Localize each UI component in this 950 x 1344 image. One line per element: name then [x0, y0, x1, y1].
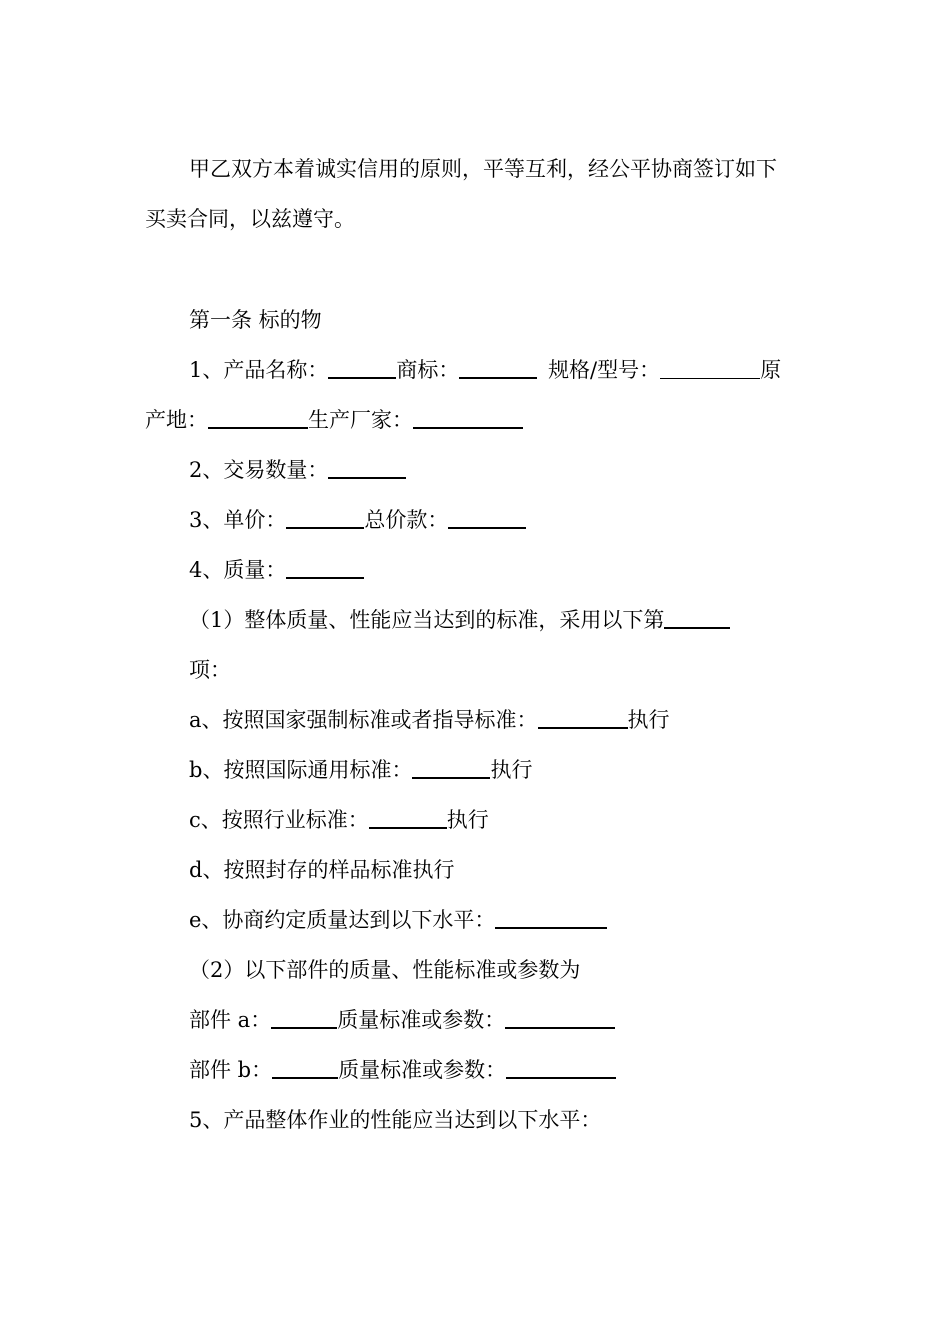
quantity-label: 2、交易数量： — [189, 458, 329, 482]
intro-text-2: 买卖合同，以兹遵守。 — [145, 207, 355, 231]
intro-text-1: 甲乙双方本着诚实信用的原则，平等互利，经公平协商签订如下 — [189, 157, 777, 181]
option-d-text: d、按照封存的样品标准执行 — [189, 858, 455, 882]
option-b-line — [189, 756, 532, 784]
quality-1-line — [189, 606, 730, 634]
option-a-line — [189, 706, 670, 734]
option-b-suffix: 执行 — [490, 758, 533, 782]
trademark-blank[interactable] — [459, 357, 537, 379]
part-a-param-label: 质量标准或参数： — [337, 1008, 506, 1032]
item-5-line — [189, 1106, 601, 1134]
product-name-blank[interactable] — [328, 357, 396, 379]
unit-price-label: 3、单价： — [189, 508, 287, 532]
part-b-param-label: 质量标准或参数： — [338, 1058, 507, 1082]
part-a-label: 部件 a： — [189, 1008, 272, 1032]
part-b-blank[interactable] — [272, 1057, 338, 1079]
origin-label-start: 原 — [760, 358, 782, 382]
unit-price-blank[interactable] — [286, 507, 364, 529]
option-b-text: b、按照国际通用标准： — [189, 758, 413, 782]
option-e-text: e、协商约定质量达到以下水平： — [189, 908, 496, 932]
spec-blank[interactable] — [660, 358, 760, 379]
option-d-line — [189, 856, 454, 884]
item-4-line — [189, 556, 364, 584]
quality-1-tail — [189, 656, 231, 684]
quality-blank[interactable] — [286, 557, 364, 579]
origin-blank[interactable] — [208, 407, 308, 429]
part-b-param-blank[interactable] — [506, 1057, 616, 1079]
option-c-blank[interactable] — [369, 807, 447, 829]
article-title: 第一条 标的物 — [189, 308, 322, 332]
option-e-blank[interactable] — [495, 907, 607, 929]
part-b-label: 部件 b： — [189, 1058, 273, 1082]
article-heading — [189, 306, 322, 334]
option-b-blank[interactable] — [412, 757, 490, 779]
item-1-line-2 — [145, 406, 523, 434]
part-b-line — [189, 1056, 616, 1084]
part-a-param-blank[interactable] — [505, 1007, 615, 1029]
option-c-line — [189, 806, 489, 834]
quality-standard-text: （1）整体质量、性能应当达到的标准，采用以下第 — [189, 608, 665, 632]
quality-2-line — [189, 956, 580, 984]
option-a-text: a、按照国家强制标准或者指导标准： — [189, 708, 538, 732]
option-c-text: c、按照行业标准： — [189, 808, 369, 832]
intro-line-1 — [189, 155, 777, 183]
option-e-line — [189, 906, 607, 934]
quality-option-blank[interactable] — [664, 607, 730, 629]
quality-label: 4、质量： — [189, 558, 287, 582]
item-3-line — [189, 506, 526, 534]
total-price-label: 总价款： — [364, 508, 449, 532]
item-2-line — [189, 456, 406, 484]
option-a-blank[interactable] — [538, 707, 628, 729]
spec-label: 规格/型号： — [548, 358, 661, 382]
origin-label-end: 产地： — [145, 408, 208, 432]
performance-text: 5、产品整体作业的性能应当达到以下水平： — [189, 1108, 602, 1132]
manufacturer-blank[interactable] — [413, 407, 523, 429]
quality-standard-tail: 项： — [189, 658, 231, 682]
option-a-suffix: 执行 — [627, 708, 670, 732]
part-a-blank[interactable] — [271, 1007, 337, 1029]
manufacturer-label: 生产厂家： — [308, 408, 413, 432]
product-name-label: 1、产品名称： — [189, 358, 329, 382]
intro-line-2 — [145, 205, 355, 233]
total-price-blank[interactable] — [448, 507, 526, 529]
item-1-line-1 — [189, 356, 781, 384]
parts-quality-text: （2）以下部件的质量、性能标准或参数为 — [189, 958, 581, 982]
part-a-line — [189, 1006, 615, 1034]
quantity-blank[interactable] — [328, 457, 406, 479]
trademark-label: 商标： — [396, 358, 460, 382]
option-c-suffix: 执行 — [446, 808, 489, 832]
